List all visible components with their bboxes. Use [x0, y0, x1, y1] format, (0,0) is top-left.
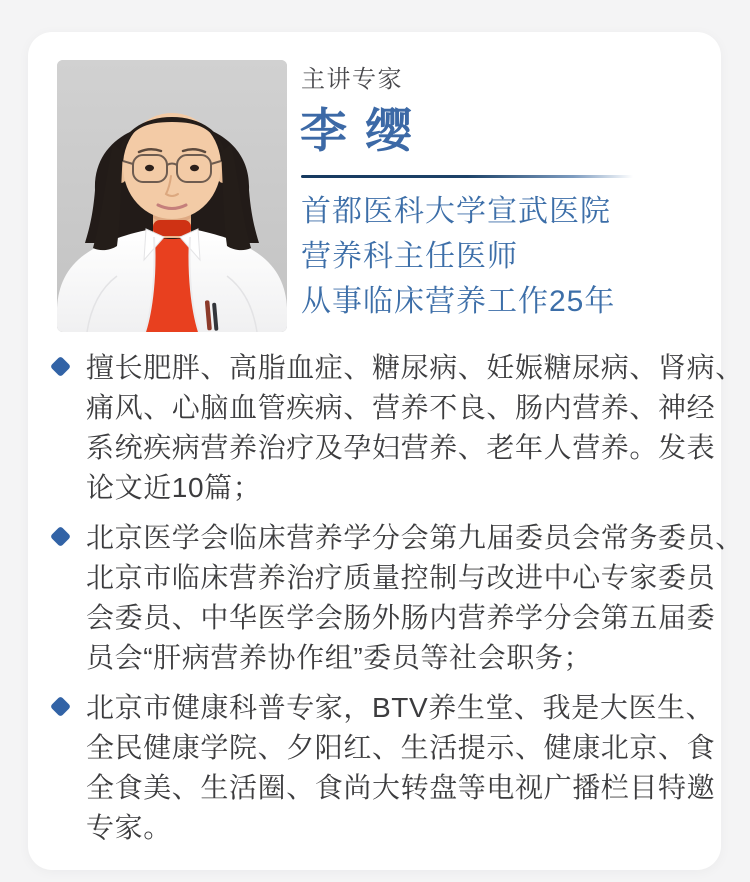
- credential-experience: 从事临床营养工作25年: [301, 285, 616, 318]
- eye-left: [145, 165, 154, 171]
- role-label: 主讲专家: [301, 66, 403, 93]
- credentials-block: [301, 189, 615, 324]
- bullet-line: 北京市临床营养治疗质量控制与改进中心专家委员: [86, 562, 716, 593]
- bullet-item-expertise: [51, 348, 744, 508]
- bullet-line: 全民健康学院、夕阳红、生活提示、健康北京、食: [86, 732, 716, 763]
- bullet-text-memberships: [86, 518, 744, 678]
- credential-hospital: 首都医科大学宣武医院: [301, 195, 611, 228]
- bullet-item-media: [51, 688, 716, 848]
- bullet-line: 北京医学会临床营养学分会第九届委员会常务委员、: [86, 522, 744, 553]
- bullet-text-expertise: [86, 348, 744, 508]
- bullet-line: 员会“肝病营养协作组”委员等社会职务；: [86, 642, 593, 673]
- eye-right: [190, 165, 199, 171]
- diamond-bullet-icon: [50, 526, 71, 547]
- divider-line: [301, 175, 633, 178]
- bullet-line: 专家。: [86, 812, 172, 843]
- bullet-line: 北京市健康科普专家，BTV养生堂、我是大医生、: [86, 692, 715, 723]
- diamond-bullet-icon: [50, 356, 71, 377]
- bullet-item-memberships: [51, 518, 744, 678]
- bullet-line: 会委员、中华医学会肠外肠内营养学分会第五届委: [86, 602, 716, 633]
- bullet-line: 擅长肥胖、高脂血症、糖尿病、妊娠糖尿病、肾病、: [86, 352, 744, 383]
- doctor-portrait-illustration: [57, 60, 287, 332]
- diamond-bullet-icon: [50, 696, 71, 717]
- credential-title: 营养科主任医师: [301, 240, 518, 273]
- expert-profile-card: [28, 32, 744, 870]
- expert-name: 李缨: [300, 104, 430, 157]
- bullet-line: 全食美、生活圈、食尚大转盘等电视广播栏目特邀: [86, 772, 716, 803]
- turtleneck-collar: [153, 220, 191, 236]
- bullet-line: 论文近10篇；: [86, 472, 262, 503]
- expert-photo: [57, 60, 287, 332]
- bullet-line: 痛风、心脑血管疾病、营养不良、肠内营养、神经: [86, 392, 716, 423]
- bullet-text-media: [86, 688, 716, 848]
- bullet-line: 系统疾病营养治疗及孕妇营养、老年人营养。发表: [86, 432, 716, 463]
